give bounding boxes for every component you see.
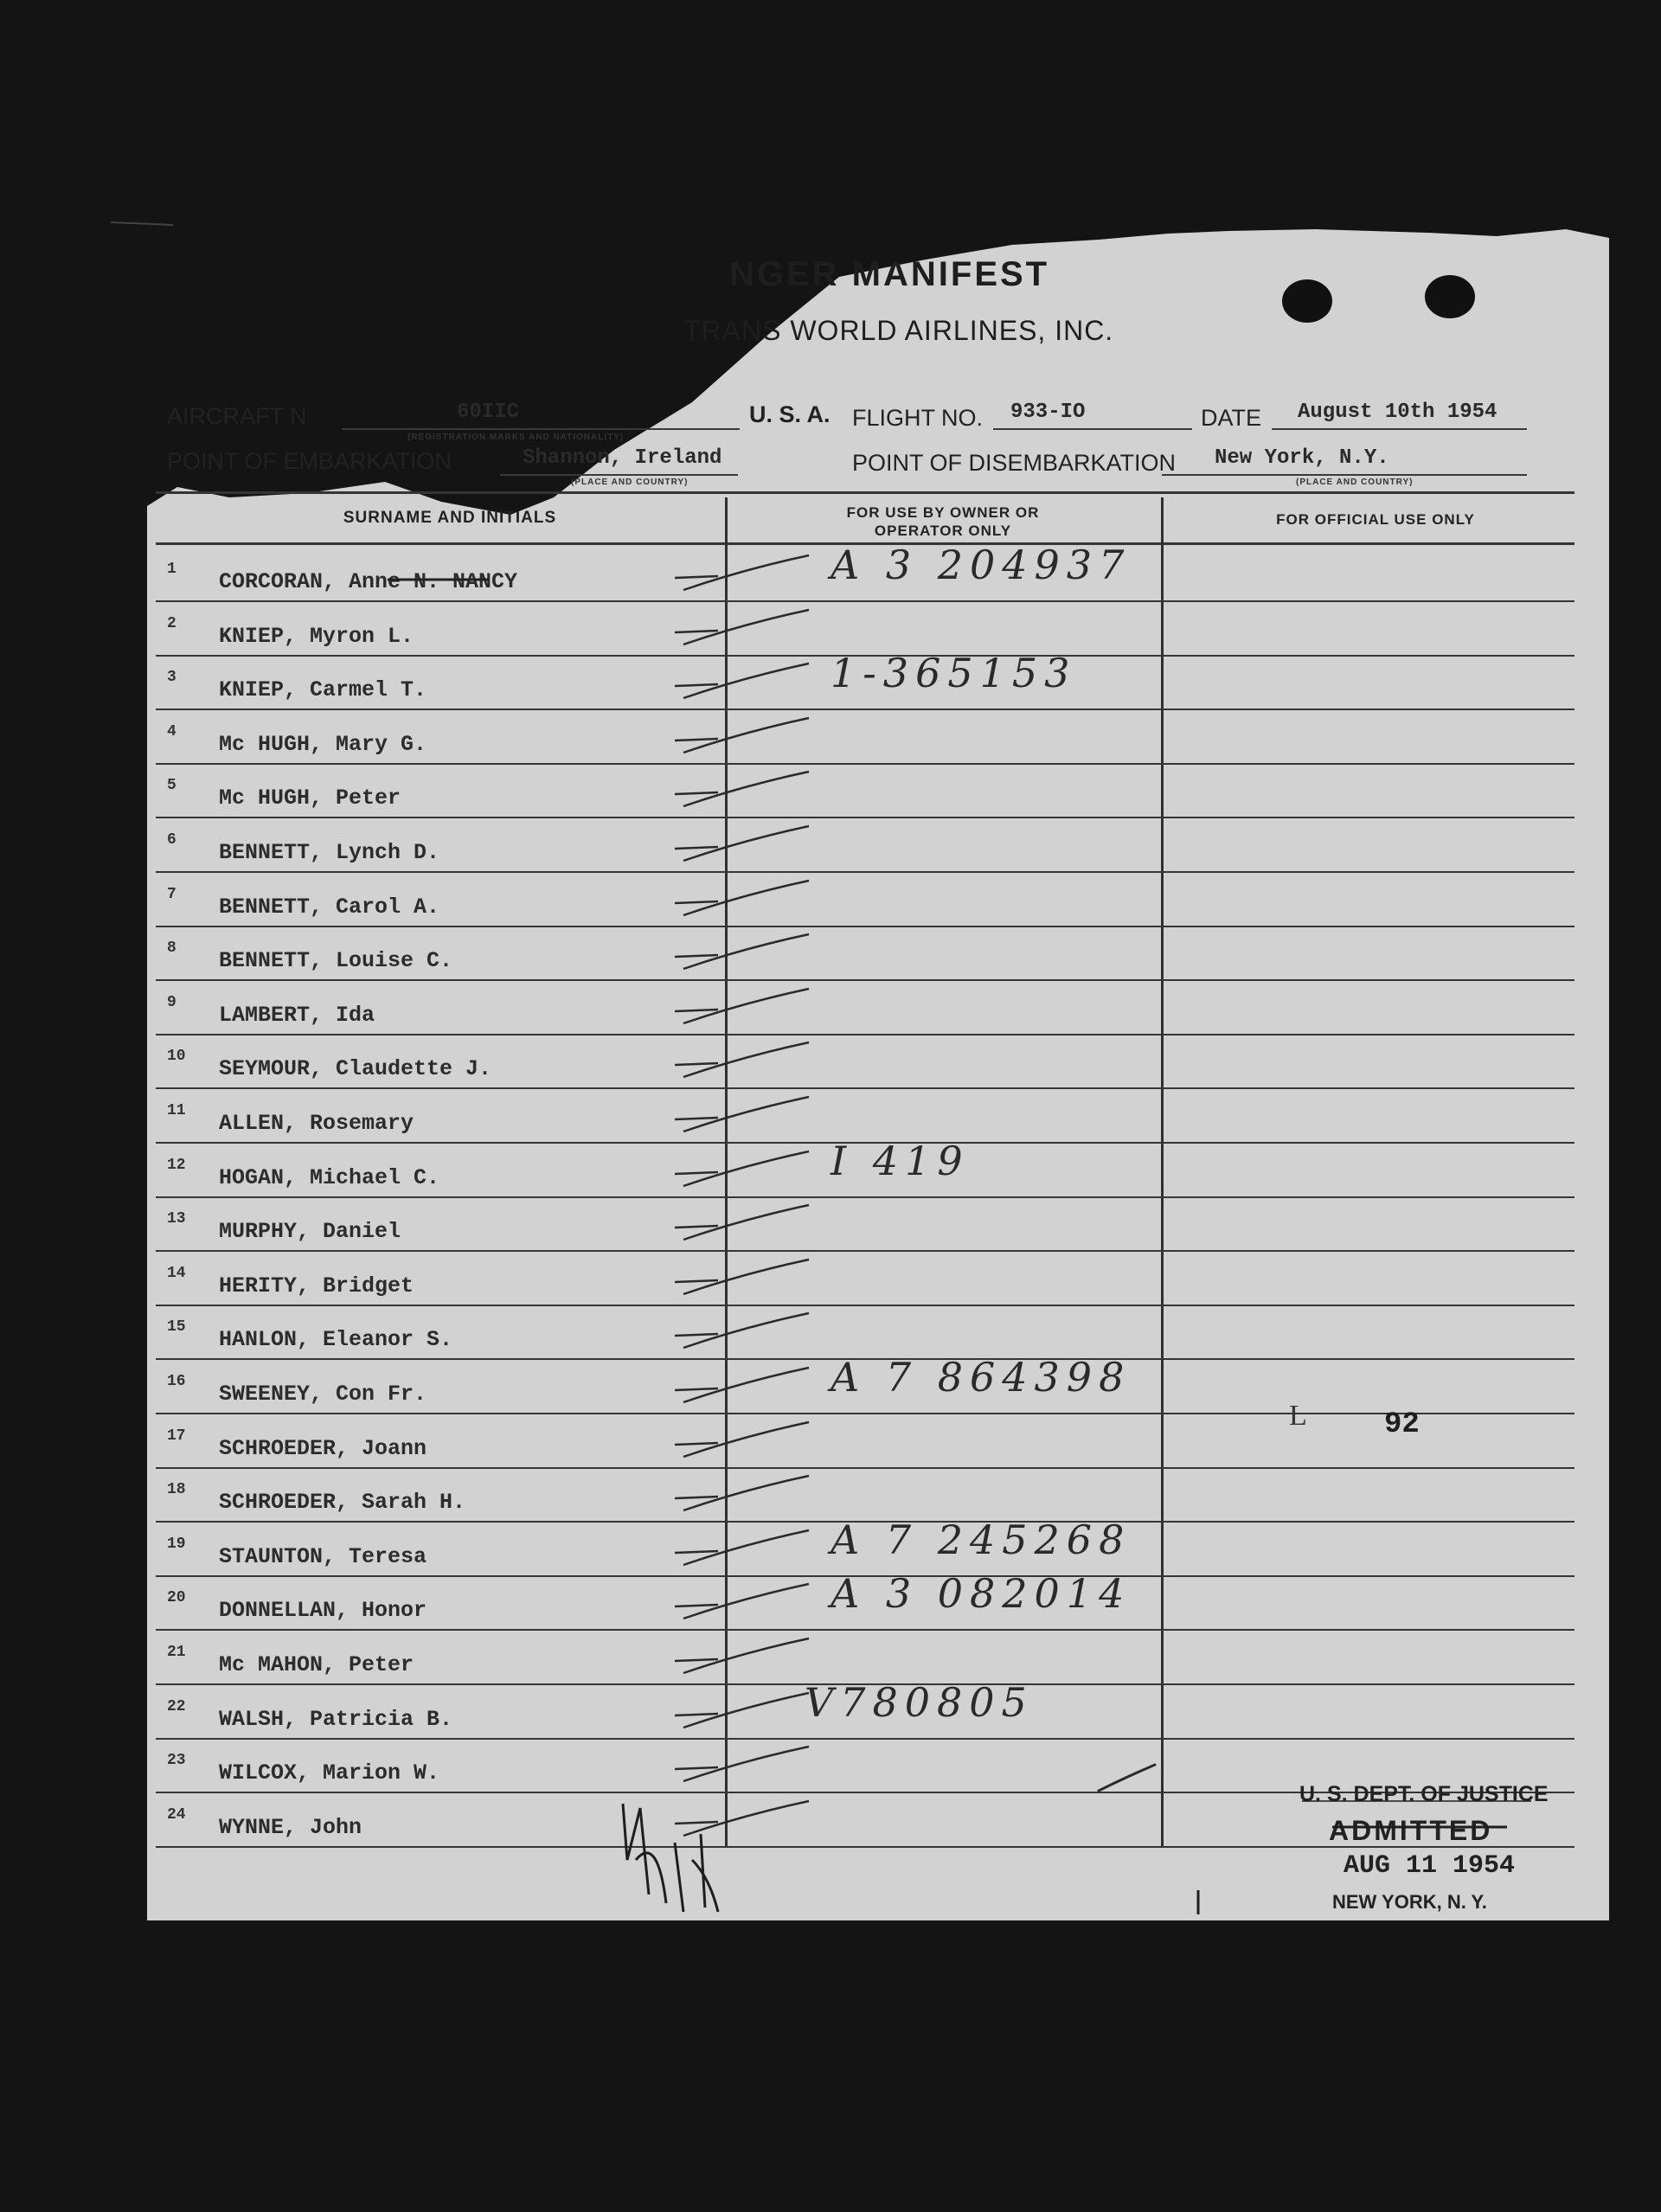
column-header-surname: SURNAME AND INITIALS [343, 509, 557, 527]
passenger-name: KNIEP, Myron L. [219, 624, 414, 649]
check-mark [675, 1368, 809, 1402]
owner-entry: A 7 245268 [830, 1516, 1132, 1563]
official-number: 92 [1384, 1408, 1420, 1441]
row-number: 4 [167, 723, 176, 741]
row-number: 24 [167, 1806, 186, 1824]
row-number: 18 [167, 1481, 186, 1498]
manifest-title: NGER MANIFEST [729, 255, 1050, 293]
row-number: 6 [167, 831, 176, 849]
airline-name: TRANS WORLD AIRLINES, INC. [683, 315, 1114, 346]
owner-entry: A 3 082014 [830, 1570, 1132, 1617]
official-letter: L [1289, 1400, 1307, 1432]
passenger-name: MURPHY, Daniel [219, 1219, 401, 1244]
check-mark [675, 1422, 809, 1457]
row-number: 1 [167, 561, 176, 578]
passenger-name: BENNETT, Carol A. [219, 894, 440, 920]
row-number: 17 [167, 1427, 186, 1445]
check-mark [675, 1151, 809, 1186]
passenger-name: Mc HUGH, Mary G. [219, 732, 427, 757]
disembarkation-value: New York, N.Y. [1215, 446, 1389, 470]
check-mark [675, 1042, 809, 1077]
row-number: 12 [167, 1157, 186, 1174]
row-number: 22 [167, 1698, 186, 1715]
stamp-date: AUG 11 1954 [1344, 1851, 1516, 1881]
check-mark [675, 1260, 809, 1294]
passenger-name: HANLON, Eleanor S. [219, 1327, 453, 1352]
owner-entry: V780805 [805, 1679, 1034, 1726]
row-number: 8 [167, 939, 176, 957]
row-number: 23 [167, 1752, 186, 1769]
embarkation-value: Shannon, Ireland [523, 446, 722, 470]
passenger-name: SCHROEDER, Sarah H. [219, 1490, 466, 1515]
passenger-name: BENNETT, Louise C. [219, 948, 453, 973]
row-number: 10 [167, 1048, 186, 1065]
disembarkation-note: (PLACE AND COUNTRY) [1296, 478, 1414, 487]
check-mark [675, 610, 809, 644]
check-mark [675, 718, 809, 753]
row-number: 11 [167, 1102, 186, 1119]
stamp-place: NEW YORK, N. Y. [1332, 1891, 1487, 1913]
passenger-name: DONNELLAN, Honor [219, 1598, 427, 1623]
row-number: 7 [167, 886, 176, 903]
row-number: 19 [167, 1536, 186, 1553]
owner-entry: A 3 204937 [830, 542, 1132, 588]
column-header-official: FOR OFFICIAL USE ONLY [1276, 511, 1475, 528]
passenger-name: LAMBERT, Ida [219, 1003, 375, 1028]
check-mark [675, 1638, 809, 1673]
row-number: 21 [167, 1644, 186, 1661]
passenger-name: WALSH, Patricia B. [219, 1707, 453, 1732]
aircraft-value: 60IIC [457, 401, 520, 424]
row-number: 15 [167, 1318, 186, 1336]
passenger-name: STAUNTON, Teresa [219, 1544, 427, 1569]
aircraft-label: AIRCRAFT N [167, 403, 307, 429]
passenger-name: SWEENEY, Con Fr. [219, 1382, 427, 1407]
check-mark [675, 1205, 809, 1240]
country-label: U. S. A. [749, 401, 830, 427]
check-mark [675, 989, 809, 1023]
embarkation-note: (PLACE AND COUNTRY) [571, 478, 689, 487]
check-mark [675, 1584, 809, 1619]
passenger-name: ALLEN, Rosemary [219, 1111, 414, 1136]
row-number: 5 [167, 777, 176, 794]
stamp-dept: U. S. DEPT. OF JUSTICE [1299, 1782, 1549, 1806]
column-header-owner: FOR USE BY OWNER OR OPERATOR ONLY [846, 504, 1040, 539]
check-mark [675, 826, 809, 861]
check-mark [675, 1530, 809, 1565]
check-mark [675, 1801, 809, 1836]
disembarkation-label: POINT OF DISEMBARKATION [852, 450, 1177, 476]
passenger-name: Mc HUGH, Peter [219, 785, 401, 811]
row-number: 9 [167, 994, 176, 1011]
row-number: 14 [167, 1265, 186, 1282]
date-label: DATE [1201, 405, 1262, 431]
embarkation-label: POINT OF EMBARKATION [167, 448, 452, 474]
passenger-name: WILCOX, Marion W. [219, 1760, 440, 1786]
passenger-name: SEYMOUR, Claudette J. [219, 1056, 492, 1081]
aircraft-note: (REGISTRATION MARKS AND NATIONALITY) [407, 433, 625, 442]
passenger-name: HOGAN, Michael C. [219, 1165, 440, 1190]
owner-entry: I 419 [830, 1138, 970, 1184]
row-number: 13 [167, 1210, 186, 1228]
passenger-name: BENNETT, Lynch D. [219, 840, 440, 865]
row-number: 16 [167, 1373, 186, 1390]
flight-label: FLIGHT NO. [852, 405, 984, 431]
flight-value: 933-IO [1010, 401, 1086, 424]
check-mark [675, 772, 809, 806]
passenger-name: KNIEP, Carmel T. [219, 677, 427, 702]
owner-entry: A 7 864398 [830, 1354, 1132, 1401]
passenger-name: Mc MAHON, Peter [219, 1652, 414, 1677]
check-mark [675, 664, 809, 698]
date-value: August 10th 1954 [1298, 401, 1497, 424]
check-mark [675, 934, 809, 969]
row-number: 20 [167, 1589, 186, 1606]
check-mark [675, 1476, 809, 1510]
check-mark [675, 1097, 809, 1132]
check-mark [675, 555, 809, 590]
passenger-name: CORCORAN, Anne N. NANCY [219, 569, 518, 594]
check-mark [675, 1693, 809, 1728]
row-number: 3 [167, 669, 176, 686]
check-mark [675, 1313, 809, 1348]
row-number: 2 [167, 615, 176, 632]
check-mark [675, 1747, 809, 1781]
stamp-admitted: ADMITTED [1329, 1815, 1493, 1846]
signature-mark [623, 1804, 718, 1912]
passenger-name: WYNNE, John [219, 1815, 362, 1840]
passenger-name: SCHROEDER, Joann [219, 1436, 427, 1461]
passenger-name: HERITY, Bridget [219, 1273, 414, 1298]
owner-entry: 1-365153 [830, 650, 1077, 696]
check-mark [675, 881, 809, 915]
